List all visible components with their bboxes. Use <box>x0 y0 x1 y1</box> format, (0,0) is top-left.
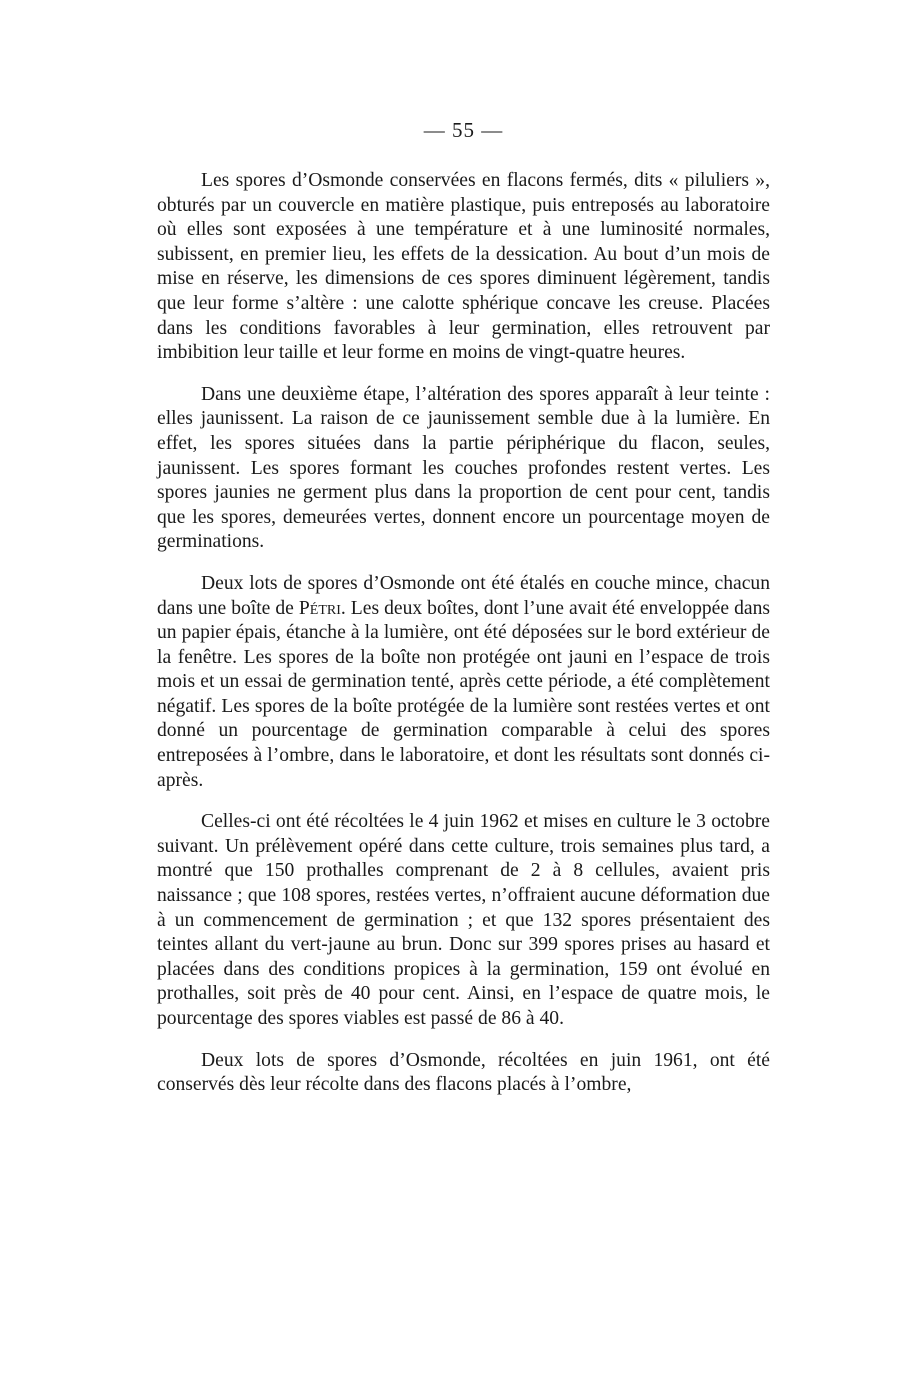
paragraph-two-lots-1961: Deux lots de spores d’Osmonde, récoltées en juin 1961, ont été conservés dès leur récolte dans des flacons placés à l’ombre, <box>157 1049 770 1096</box>
document-page <box>157 118 770 1115</box>
petri-text-before: Deux lots de spores d’Osmonde ont été étalés en couche mince, chacun dans une boîte de <box>157 572 770 619</box>
paragraph-yellowing: Dans une deuxième étape, l’altération des spores apparaît à leur teinte : elles jaunissent. La raison de ce jaunissement semble due à la lumière. En effet, les spores situées dans la partie périphérique du flacon, seules, jaunissent. Les spores formant les couches profondes restent vertes. Les spores jaunies ne germent plus dans la proportion de cent pour cent, tandis que les spores, demeurées vertes, donnent encore un pourcentage moyen de germinations. <box>157 383 770 553</box>
paragraph-germination-results: Celles-ci ont été récoltées le 4 juin 1962 et mises en culture le 3 octobre suivant. Un prélèvement opéré dans cette culture, trois semaines plus tard, a montré que 150 prothalles comprenant de 2 à 8 cellules, avaient pris naissance ; que 108 spores, restées vertes, n’offraient aucune déformation due à un commencement de germination ; et que 132 spores présentaient des teintes allant du vert-jaune au brun. Donc sur 399 spores prises au hasard et placées dans des conditions propices à la germination, 159 ont évolué en prothalles, soit près de 40 pour cent. Ainsi, en l’espace de quatre mois, le pourcentage des spores viables est passé de 86 à 40. <box>157 811 770 1029</box>
petri-text-after: . Les deux boîtes, dont l’une avait été enveloppée dans un papier épais, étanche à la lumière, ont été déposées sur le bord extérieur de la fenêtre. Les spores de la boîte non protégée ont jauni en l’espace de trois mois et un essai de germination tenté, après cette période, a été complètement négatif. Les spores de la boîte protégée de la lumière sont restées vertes et ont donné un pourcentage de germination comparable à celui des spores entreposées à l’ombre, dans le laboratoire, et dont les résultats sont donnés ci-après. <box>157 597 770 791</box>
paragraph-petri-experiment <box>157 572 770 793</box>
petri-name: Pétri <box>298 597 341 619</box>
page-number: — 55 — <box>423 118 504 142</box>
paragraph-spore-storage: Les spores d’Osmonde conservées en flacons fermés, dits « piluliers », obturés par un couvercle en matière plastique, puis entreposés au laboratoire où elles sont exposées à une température et à une luminosité normales, subissent, en premier lieu, les effets de la dessication. Au bout d’un mois de mise en réserve, les dimensions de ces spores diminuent légèrement, tandis que leur forme s’altère : une calotte sphérique concave les creuse. Placées dans les conditions favorables à leur germination, elles retrouvent par imbibition leur taille et leur forme en moins de vingt-quatre heures. <box>157 170 770 364</box>
